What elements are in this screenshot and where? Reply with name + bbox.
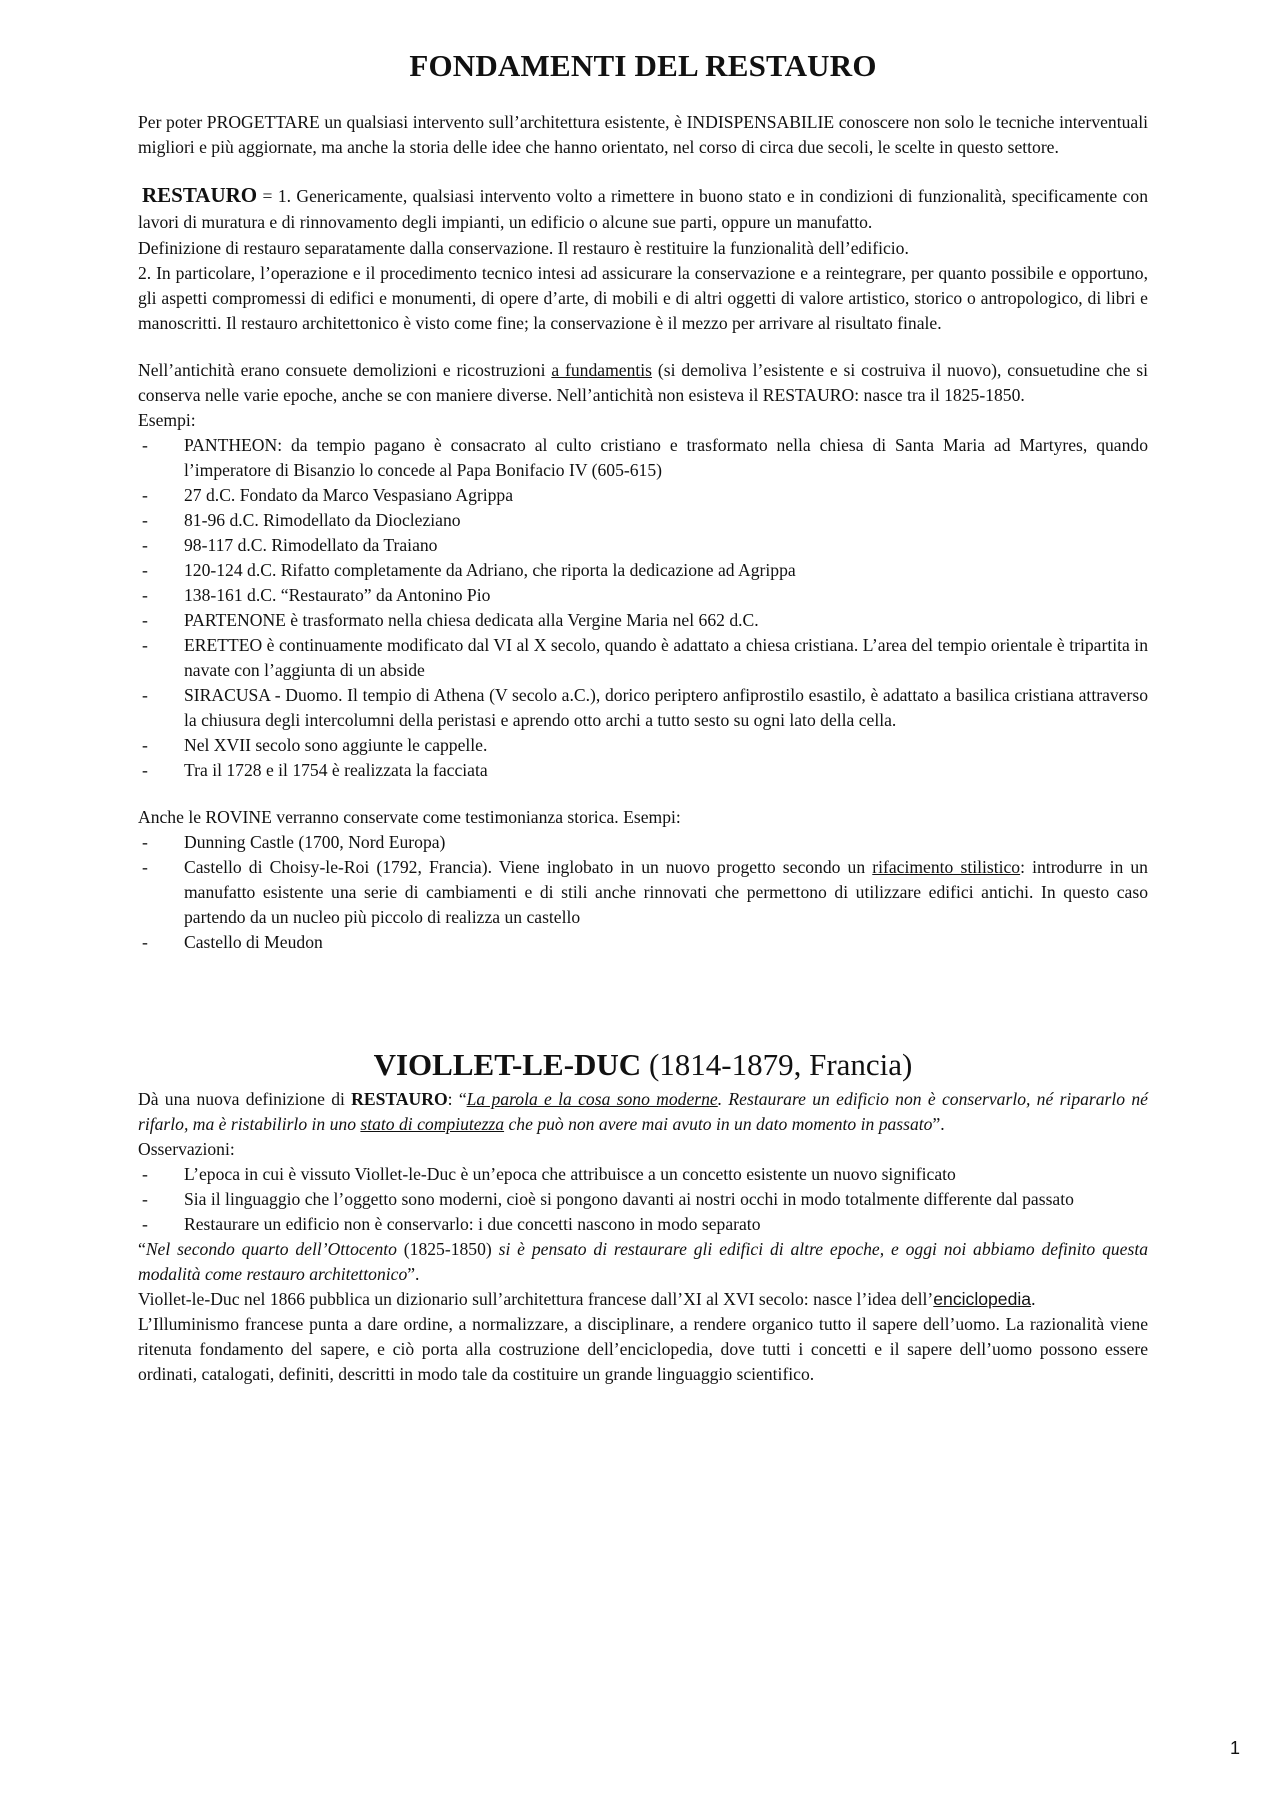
rifacimento-stilistico-link: rifacimento stilistico: [872, 857, 1021, 877]
restauro-def-1: = 1. Genericamente, qualsiasi intervento volto a rimettere in buono stato e in condizioni di funzionalità, specificamente con lavori di muratura e di rinnovamento degli impianti, un edificio o alcune sue parti, oppure un manufatto.: [138, 186, 1148, 232]
rovine-intro: Anche le ROVINE verranno conservate come testimonianza storica. Esempi:: [138, 807, 681, 827]
page-title: FONDAMENTI DEL RESTAURO: [409, 48, 877, 83]
a-fundamentis-link: a fundamentis: [551, 360, 652, 380]
viollet-heading: VIOLLET-LE-DUC (1814-1879, Francia): [373, 1047, 913, 1082]
esempi-list: [138, 433, 1148, 783]
list-item: - Castello di Meudon: [138, 930, 1148, 955]
list-item: - 27 d.C. Fondato da Marco Vespasiano Agrippa: [138, 483, 1148, 508]
list-item: - Tra il 1728 e il 1754 è realizzata la facciata: [138, 758, 1148, 783]
list-item: - Dunning Castle (1700, Nord Europa): [138, 830, 1148, 855]
list-item: - ERETTEO è continuamente modificato dal VI al X secolo, quando è adattato a chiesa cristiana. L’area del tempio orientale è tripartita in navate con l’aggiunta di un abside: [138, 633, 1148, 683]
page-number: 1: [1229, 1738, 1240, 1758]
list-item: - Restaurare un edificio non è conservarlo: i due concetti nascono in modo separato: [138, 1212, 1148, 1237]
viollet-definition: Dà una nuova definizione di RESTAURO: “La parola e la cosa sono moderne. Restaurare un edificio non è conservarlo, né ripararlo né rifarlo, ma è ristabilirlo in uno stato di compiutezza che può non avere mai avuto in un dato momento in passato”.: [138, 1089, 1148, 1134]
list-item: - PARTENONE è trasformato nella chiesa dedicata alla Vergine Maria nel 662 d.C.: [138, 608, 1148, 633]
antichita-paragraph: Nell’antichità erano consuete demolizioni e ricostruzioni a fundamentis (si demoliva l’esistente e si costruiva il nuovo), consuetudine che si conserva nelle varie epoche, anche se con maniere diverse. Nell’antichità non esisteva il RESTAURO: nasce tra il 1825-1850.: [138, 360, 1148, 405]
document-page: [138, 48, 1148, 1387]
enciclopedia-link: enciclopedia: [933, 1289, 1032, 1309]
list-item: - SIRACUSA - Duomo. Il tempio di Athena (V secolo a.C.), dorico periptero anfiprostilo esastilo, è adattato a basilica cristiana attraverso la chiusura degli intercolumni della peristasi e aprendo otto archi a tutto sesto su ogni lato della cella.: [138, 683, 1148, 733]
dizionario-paragraph: Viollet-le-Duc nel 1866 pubblica un dizionario sull’architettura francese dall’XI al XVI secolo: nasce l’idea dell’enciclopedia.: [138, 1289, 1036, 1309]
osservazioni-label: Osservazioni:: [138, 1139, 235, 1159]
rovine-list: [138, 830, 1148, 955]
list-item: - Nel XVII secolo sono aggiunte le cappelle.: [138, 733, 1148, 758]
osservazioni-list: [138, 1162, 1148, 1237]
illuminismo-paragraph: L’Illuminismo francese punta a dare ordine, a normalizzare, a disciplinare, a rendere organico tutto il sapere dell’uomo. La razionalità viene ritenuta fondamento del sapere, e ciò porta alla costruzione dell’enciclopedia, dove tutti i concetti e il sapere dell’uomo possono essere ordinati, catalogati, definiti, descritti in modo tale da costituire un grande linguaggio scientifico.: [138, 1314, 1148, 1384]
esempi-label: Esempi:: [138, 410, 196, 430]
restauro-def-1b: Definizione di restauro separatamente dalla conservazione. Il restauro è restituire la funzionalità dell’edificio.: [138, 238, 909, 258]
intro-paragraph: Per poter PROGETTARE un qualsiasi intervento sull’architettura esistente, è INDISPENSABILIE conoscere non solo le tecniche interventuali migliori e più aggiornate, ma anche la storia delle idee che hanno orientato, nel corso di circa due secoli, le scelte in questo settore.: [138, 112, 1148, 157]
list-item: - 138-161 d.C. “Restaurato” da Antonino Pio: [138, 583, 1148, 608]
list-item: - L’epoca in cui è vissuto Viollet-le-Duc è un’epoca che attribuisce a un concetto esistente un nuovo significato: [138, 1162, 1148, 1187]
restauro-definition: [138, 182, 1148, 235]
ottocento-quote: “Nel secondo quarto dell’Ottocento (1825-1850) si è pensato di restaurare gli edifici di altre epoche, e oggi noi abbiamo definito questa modalità come restauro architettonico”.: [138, 1239, 1149, 1284]
restauro-term: RESTAURO: [142, 183, 258, 207]
list-item: - Sia il linguaggio che l’oggetto sono moderni, cioè si pongono davanti ai nostri occhi in modo totalmente differente dal passato: [138, 1187, 1148, 1212]
list-item: - 120-124 d.C. Rifatto completamente da Adriano, che riporta la dedicazione ad Agrippa: [138, 558, 1148, 583]
list-item: - Castello di Choisy-le-Roi (1792, Francia). Viene inglobato in un nuovo progetto secondo un rifacimento stilistico: introdurre in un manufatto esistente una serie di cambiamenti e di stili anche rinnovati che permettono di utilizzare edifici antichi. In questo caso partendo da un nucleo più piccolo di realizza un castello: [138, 855, 1148, 930]
restauro-def-2: 2. In particolare, l’operazione e il procedimento tecnico intesi ad assicurare la conservazione e a reintegrare, per quanto possibile e opportuno, gli aspetti compromessi di edifici e monumenti, di opere d’arte, di mobili e di altri oggetti di valore artistico, storico o antropologico, di libri e manoscritti. Il restauro architettonico è visto come fine; la conservazione è il mezzo per arrivare al risultato finale.: [138, 263, 1148, 333]
list-item: - PANTHEON: da tempio pagano è consacrato al culto cristiano e trasformato nella chiesa di Santa Maria ad Martyres, quando l’imperatore di Bisanzio lo concede al Papa Bonifacio IV (605-615): [138, 433, 1148, 483]
list-item: - 81-96 d.C. Rimodellato da Diocleziano: [138, 508, 1148, 533]
list-item: - 98-117 d.C. Rimodellato da Traiano: [138, 533, 1148, 558]
